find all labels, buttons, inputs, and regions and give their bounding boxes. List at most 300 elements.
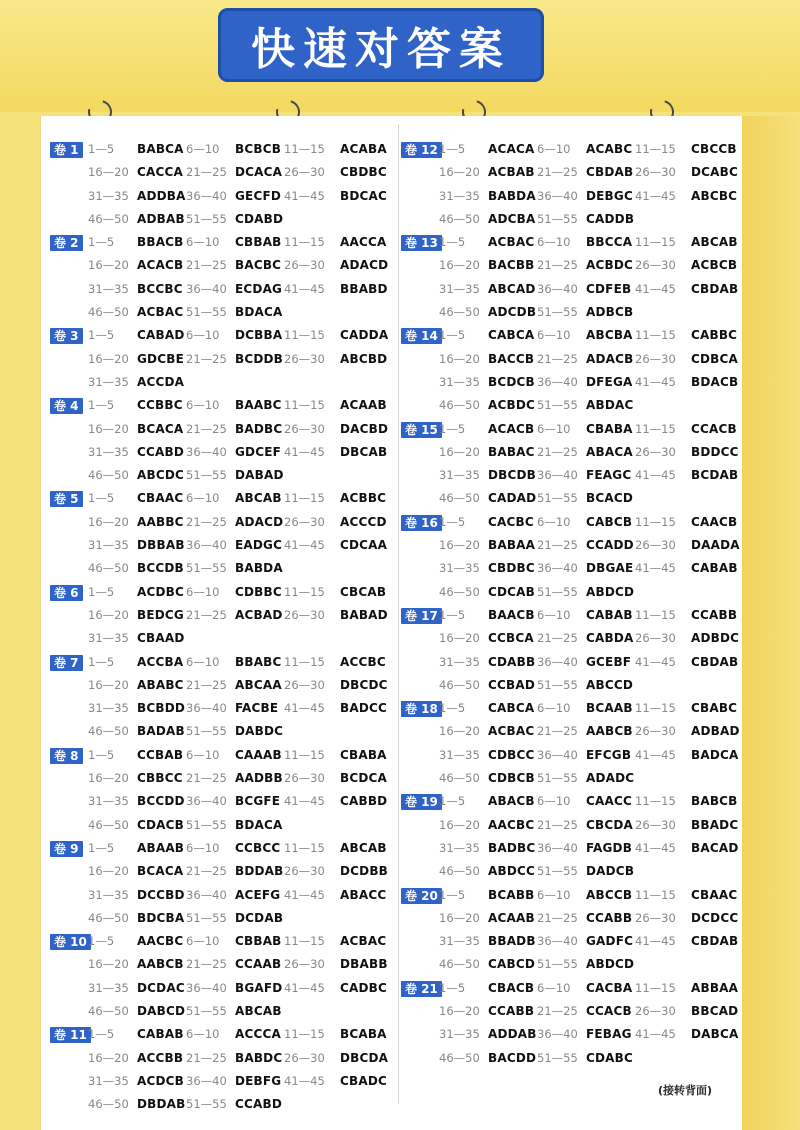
question-range: 46—50 — [439, 677, 480, 692]
question-range: 6—10 — [186, 328, 220, 343]
question-range: 16—20 — [439, 165, 480, 180]
question-range: 36—40 — [186, 188, 227, 203]
answer-key: GDCEF — [235, 444, 282, 459]
question-range: 31—35 — [439, 840, 480, 855]
question-range: 46—50 — [439, 584, 480, 599]
volume-block — [401, 418, 746, 511]
question-range: 31—35 — [439, 934, 480, 949]
answer-row — [50, 744, 395, 767]
answer-key: BACCB — [488, 351, 535, 366]
question-range: 26—30 — [284, 607, 325, 622]
answer-key: ABACC — [340, 887, 387, 902]
question-range: 6—10 — [537, 142, 571, 156]
answer-key: ACAAB — [340, 398, 387, 413]
answer-key: DACBD — [340, 421, 389, 436]
question-range: 21—25 — [186, 607, 227, 622]
volume-label: 卷 18 — [401, 701, 442, 717]
answer-key: ADCDB — [488, 305, 537, 320]
answer-key: ABDCD — [586, 957, 635, 972]
answer-key: CBACB — [488, 980, 535, 995]
answer-row — [50, 674, 395, 697]
answer-key: CACBA — [586, 980, 633, 995]
answer-key: ADDAB — [488, 1027, 537, 1042]
question-range: 1—5 — [88, 747, 115, 762]
question-range: 26—30 — [284, 421, 325, 436]
answer-row — [401, 534, 746, 557]
question-range: 31—35 — [439, 468, 480, 483]
question-range: 6—10 — [537, 980, 571, 995]
answer-key: DBGAE — [586, 561, 634, 576]
answer-key: BCBDD — [137, 701, 186, 716]
answer-key: DCBBA — [235, 328, 283, 343]
answer-key: BACAD — [691, 840, 739, 855]
question-range: 21—25 — [186, 677, 227, 692]
question-range: 21—25 — [186, 165, 227, 180]
answer-key: BDACA — [235, 305, 283, 320]
question-range: 51—55 — [537, 957, 578, 972]
volume-label: 卷 20 — [401, 888, 442, 904]
answer-key: BABAC — [488, 444, 535, 459]
answer-key: BEDCG — [137, 607, 184, 622]
volume-label: 卷 21 — [401, 981, 442, 997]
question-range: 46—50 — [439, 398, 480, 413]
answer-key: AABBC — [137, 514, 184, 529]
answer-key: CBBCC — [137, 771, 183, 786]
question-range: 26—30 — [635, 258, 676, 273]
answer-key: BCABB — [488, 887, 535, 902]
answer-key: ACCBB — [137, 1050, 184, 1065]
answer-key: ABCCB — [586, 887, 633, 902]
answer-key: CABCD — [488, 957, 536, 972]
answer-key: BABDA — [235, 561, 283, 576]
answer-key: BCACD — [586, 491, 634, 506]
answer-key: ACBBC — [340, 491, 387, 506]
answer-key: ABACA — [586, 444, 633, 459]
question-range: 26—30 — [284, 351, 325, 366]
answer-row — [401, 767, 746, 790]
question-range: 31—35 — [88, 631, 129, 646]
question-range: 6—10 — [537, 421, 571, 436]
volume-block — [50, 930, 395, 1023]
answer-row — [401, 953, 746, 976]
answer-row — [401, 627, 746, 650]
answer-row — [401, 394, 746, 417]
answer-row — [401, 604, 746, 627]
question-range: 36—40 — [537, 374, 578, 389]
question-range: 41—45 — [284, 701, 325, 716]
volume-label: 卷 17 — [401, 608, 442, 624]
answer-key: CABAD — [137, 328, 185, 343]
answer-row — [50, 790, 395, 813]
answer-row — [401, 348, 746, 371]
volume-block — [401, 697, 746, 790]
answer-key: ADACD — [235, 514, 284, 529]
answer-row — [401, 884, 746, 907]
answer-key: ACEFG — [235, 887, 281, 902]
answer-key: ACBAB — [488, 165, 535, 180]
answer-row — [50, 604, 395, 627]
answer-key: CDBCB — [488, 771, 535, 786]
answer-key: CDCAA — [340, 538, 388, 553]
answer-key: ACACB — [137, 258, 184, 273]
answer-row — [50, 231, 395, 254]
question-range: 51—55 — [186, 1003, 227, 1018]
answer-key: BCABA — [340, 1027, 387, 1042]
answer-row — [401, 371, 746, 394]
question-range: 51—55 — [186, 910, 227, 925]
answer-key: ABCAD — [488, 281, 536, 296]
answer-row — [50, 953, 395, 976]
answer-key: ACCBC — [340, 654, 386, 669]
answer-key: CCABB — [586, 910, 633, 925]
question-range: 16—20 — [88, 514, 129, 529]
question-range: 36—40 — [186, 281, 227, 296]
answer-key: DBCDA — [340, 1050, 389, 1065]
answer-key: BACDD — [488, 1050, 537, 1065]
answer-row — [401, 674, 746, 697]
answer-row — [50, 860, 395, 883]
question-range: 31—35 — [439, 747, 480, 762]
answer-key: CBABC — [691, 701, 738, 716]
answer-key: BDACA — [235, 817, 283, 832]
answer-key: BBACB — [137, 235, 184, 250]
question-range: 26—30 — [635, 1003, 676, 1018]
answer-key: BACBC — [235, 258, 282, 273]
answer-row — [401, 464, 746, 487]
answer-row — [50, 907, 395, 930]
question-range: 1—5 — [439, 421, 466, 436]
answer-key: FACBE — [235, 701, 279, 716]
question-range: 51—55 — [186, 561, 227, 576]
answer-key: DCACA — [235, 165, 283, 180]
answer-key: CBADC — [340, 1073, 388, 1088]
answer-key: ACAAB — [488, 910, 535, 925]
question-range: 26—30 — [635, 538, 676, 553]
answer-key: ADBDC — [691, 631, 740, 646]
answer-key: DADCB — [586, 864, 635, 879]
volume-block — [50, 837, 395, 930]
question-range: 1—5 — [439, 980, 466, 995]
question-range: 16—20 — [88, 957, 129, 972]
answer-key: GECFD — [235, 188, 282, 203]
answer-key: CBCDA — [586, 817, 634, 832]
question-range: 21—25 — [186, 1050, 227, 1065]
answer-row — [50, 720, 395, 743]
answer-key: ABCAB — [235, 491, 282, 506]
answer-key: ABAAB — [137, 840, 185, 855]
question-range: 16—20 — [439, 1003, 480, 1018]
volume-block — [401, 138, 746, 231]
question-range: 11—15 — [635, 235, 676, 250]
question-range: 11—15 — [284, 840, 325, 855]
answer-key: BADAB — [137, 724, 185, 739]
answer-key: ADDBA — [137, 188, 186, 203]
answer-key: DCDAC — [137, 980, 185, 995]
answer-key: BCDCB — [488, 374, 535, 389]
question-range: 16—20 — [88, 771, 129, 786]
question-range: 26—30 — [284, 1050, 325, 1065]
answer-key: ACCCA — [235, 1027, 281, 1042]
volume-block — [401, 231, 746, 324]
question-range: 31—35 — [88, 188, 129, 203]
answer-key: CBAAC — [691, 887, 738, 902]
question-range: 1—5 — [439, 328, 466, 343]
answer-key: CBDAB — [586, 165, 634, 180]
answer-key: ECDAG — [235, 281, 283, 296]
answer-key: ABABC — [137, 677, 184, 692]
question-range: 36—40 — [186, 538, 227, 553]
question-range: 21—25 — [186, 864, 227, 879]
question-range: 21—25 — [537, 724, 578, 739]
question-range: 6—10 — [537, 607, 571, 622]
question-range: 26—30 — [635, 724, 676, 739]
question-range: 51—55 — [186, 817, 227, 832]
answer-key: CABCA — [488, 328, 535, 343]
question-range: 11—15 — [284, 398, 325, 413]
answer-key: ABCAB — [691, 235, 738, 250]
answer-key: BCAAB — [586, 701, 633, 716]
question-range: 41—45 — [635, 1027, 676, 1042]
answer-key: BADBC — [488, 840, 536, 855]
answer-key: ADBAB — [137, 211, 185, 226]
answer-key: ACABA — [340, 142, 387, 156]
answer-key: CCAAB — [235, 957, 282, 972]
volume-label: 卷 15 — [401, 422, 442, 438]
answer-key: BDDCC — [691, 444, 739, 459]
question-range: 46—50 — [88, 910, 129, 925]
question-range: 11—15 — [284, 584, 325, 599]
answer-key: CADDA — [340, 328, 389, 343]
volume-block — [50, 138, 395, 231]
question-range: 46—50 — [88, 305, 129, 320]
question-range: 36—40 — [537, 468, 578, 483]
answer-key: BCDCA — [340, 771, 388, 786]
question-range: 36—40 — [537, 561, 578, 576]
answer-key: EADGC — [235, 538, 283, 553]
question-range: 31—35 — [88, 1073, 129, 1088]
answer-row — [401, 161, 746, 184]
answer-row — [401, 1023, 746, 1046]
answer-key: ACBAC — [340, 934, 387, 949]
question-range: 16—20 — [88, 607, 129, 622]
answer-key: CAACC — [586, 794, 632, 809]
answer-key: BABAD — [340, 607, 388, 622]
answer-key: DCDCC — [691, 910, 739, 925]
answer-key: AACBC — [137, 934, 184, 949]
answer-key: CABDA — [586, 631, 634, 646]
question-range: 36—40 — [186, 980, 227, 995]
answer-key: BDCBA — [137, 910, 185, 925]
question-range: 31—35 — [439, 654, 480, 669]
answer-key: ABCBA — [586, 328, 633, 343]
question-range: 16—20 — [88, 421, 129, 436]
answer-row — [401, 977, 746, 1000]
question-range: 16—20 — [88, 864, 129, 879]
answer-row — [50, 767, 395, 790]
answer-row — [401, 138, 746, 161]
answer-row — [401, 744, 746, 767]
question-range: 11—15 — [635, 328, 676, 343]
answer-key: DBCAB — [340, 444, 388, 459]
question-range: 46—50 — [439, 864, 480, 879]
answer-key: ABCAB — [235, 1003, 282, 1018]
answer-key: ADCBA — [488, 211, 536, 226]
volume-label: 卷 2 — [50, 235, 83, 251]
answer-key: CACCA — [137, 165, 183, 180]
question-range: 6—10 — [186, 934, 220, 949]
question-range: 16—20 — [88, 351, 129, 366]
answer-key: CCADD — [586, 538, 634, 553]
answer-key: ACACA — [488, 142, 535, 156]
volume-block — [401, 324, 746, 417]
question-range: 41—45 — [284, 1073, 325, 1088]
answer-key: ABBAA — [691, 980, 739, 995]
answer-key: DCDAB — [235, 910, 284, 925]
title-banner — [218, 8, 544, 82]
question-range: 1—5 — [439, 794, 466, 809]
question-range: 1—5 — [88, 328, 115, 343]
question-range: 36—40 — [537, 281, 578, 296]
question-range: 31—35 — [88, 887, 129, 902]
answer-row — [50, 464, 395, 487]
question-range: 31—35 — [439, 188, 480, 203]
answer-key: GDCBE — [137, 351, 184, 366]
answer-row — [50, 185, 395, 208]
question-range: 21—25 — [537, 258, 578, 273]
answer-key: BCCDB — [137, 561, 184, 576]
answer-key: BADCC — [340, 701, 388, 716]
question-range: 21—25 — [186, 421, 227, 436]
question-range: 16—20 — [439, 538, 480, 553]
question-range: 1—5 — [88, 491, 115, 506]
question-range: 31—35 — [439, 1027, 480, 1042]
question-range: 6—10 — [186, 491, 220, 506]
answer-key: BBCAD — [691, 1003, 739, 1018]
answer-key: CACBC — [488, 514, 534, 529]
answer-key: BACBB — [488, 258, 535, 273]
question-range: 16—20 — [88, 258, 129, 273]
question-range: 51—55 — [537, 864, 578, 879]
answer-row — [401, 930, 746, 953]
question-range: 11—15 — [635, 142, 676, 156]
question-range: 16—20 — [88, 677, 129, 692]
answer-key: BAABC — [235, 398, 282, 413]
question-range: 46—50 — [88, 1003, 129, 1018]
answer-key: BABAA — [488, 538, 536, 553]
question-range: 11—15 — [284, 934, 325, 949]
question-range: 11—15 — [635, 887, 676, 902]
answer-row — [401, 837, 746, 860]
question-range: 26—30 — [284, 957, 325, 972]
question-range: 46—50 — [88, 817, 129, 832]
answer-key: ACDBC — [137, 584, 185, 599]
answer-key: AACCA — [340, 235, 387, 250]
question-range: 11—15 — [635, 980, 676, 995]
question-range: 16—20 — [88, 165, 129, 180]
question-range: 1—5 — [439, 235, 466, 250]
question-range: 26—30 — [635, 817, 676, 832]
question-range: 51—55 — [186, 1097, 227, 1112]
answer-key: DBDAB — [137, 1097, 186, 1112]
question-range: 41—45 — [635, 374, 676, 389]
answer-key: CBDAB — [691, 281, 739, 296]
answer-key: ACBAD — [235, 607, 283, 622]
answer-row — [401, 860, 746, 883]
answer-key: BCACA — [137, 421, 184, 436]
answer-key: ACACB — [488, 421, 535, 436]
answer-row — [401, 324, 746, 347]
answer-key: CAACB — [691, 514, 738, 529]
answer-key: BDDAB — [235, 864, 284, 879]
answer-row — [50, 278, 395, 301]
answer-key: BABDA — [488, 188, 536, 203]
answer-key: BADCA — [691, 747, 739, 762]
question-range: 11—15 — [284, 747, 325, 762]
question-range: 21—25 — [537, 444, 578, 459]
question-range: 11—15 — [284, 328, 325, 343]
answer-key: DABAD — [235, 468, 284, 483]
question-range: 6—10 — [186, 235, 220, 250]
question-range: 1—5 — [88, 398, 115, 413]
question-range: 1—5 — [88, 654, 115, 669]
answer-row — [50, 651, 395, 674]
question-range: 11—15 — [284, 1027, 325, 1042]
answer-key: BBADC — [691, 817, 739, 832]
answer-key: CABAB — [586, 607, 633, 622]
volume-label: 卷 9 — [50, 841, 83, 857]
question-range: 51—55 — [537, 584, 578, 599]
answer-key: ACBDC — [586, 258, 634, 273]
answer-key: ABCCD — [586, 677, 634, 692]
answer-key: BCDDB — [235, 351, 284, 366]
question-range: 31—35 — [88, 374, 129, 389]
question-range: 46—50 — [439, 771, 480, 786]
answer-key: CDFEB — [586, 281, 632, 296]
question-range: 46—50 — [88, 211, 129, 226]
question-range: 6—10 — [537, 887, 571, 902]
answer-key: BCCBC — [137, 281, 183, 296]
question-range: 16—20 — [439, 631, 480, 646]
volume-label: 卷 16 — [401, 515, 442, 531]
question-range: 31—35 — [88, 701, 129, 716]
answer-key: AADBB — [235, 771, 283, 786]
answer-row — [401, 418, 746, 441]
question-range: 31—35 — [88, 538, 129, 553]
question-range: 16—20 — [439, 444, 480, 459]
answer-key: CBCAB — [340, 584, 387, 599]
answer-row — [50, 1000, 395, 1023]
question-range: 36—40 — [537, 1027, 578, 1042]
answer-row — [50, 511, 395, 534]
answer-key: AABCB — [586, 724, 633, 739]
answer-key: CCBAB — [137, 747, 184, 762]
answer-key: CBAAD — [137, 631, 185, 646]
question-range: 46—50 — [439, 1050, 480, 1065]
answer-key: AABCB — [137, 957, 184, 972]
answer-key: DEBFG — [235, 1073, 282, 1088]
answer-key: CADDB — [586, 211, 635, 226]
question-range: 36—40 — [186, 444, 227, 459]
answer-key: BCGFE — [235, 794, 281, 809]
question-range: 6—10 — [186, 142, 220, 156]
question-range: 51—55 — [537, 398, 578, 413]
answer-key: ABCBC — [691, 188, 738, 203]
question-range: 36—40 — [537, 934, 578, 949]
answer-key: DFEGA — [586, 374, 633, 389]
question-range: 21—25 — [186, 351, 227, 366]
volume-label: 卷 14 — [401, 328, 442, 344]
answer-key: CCBAD — [488, 677, 536, 692]
